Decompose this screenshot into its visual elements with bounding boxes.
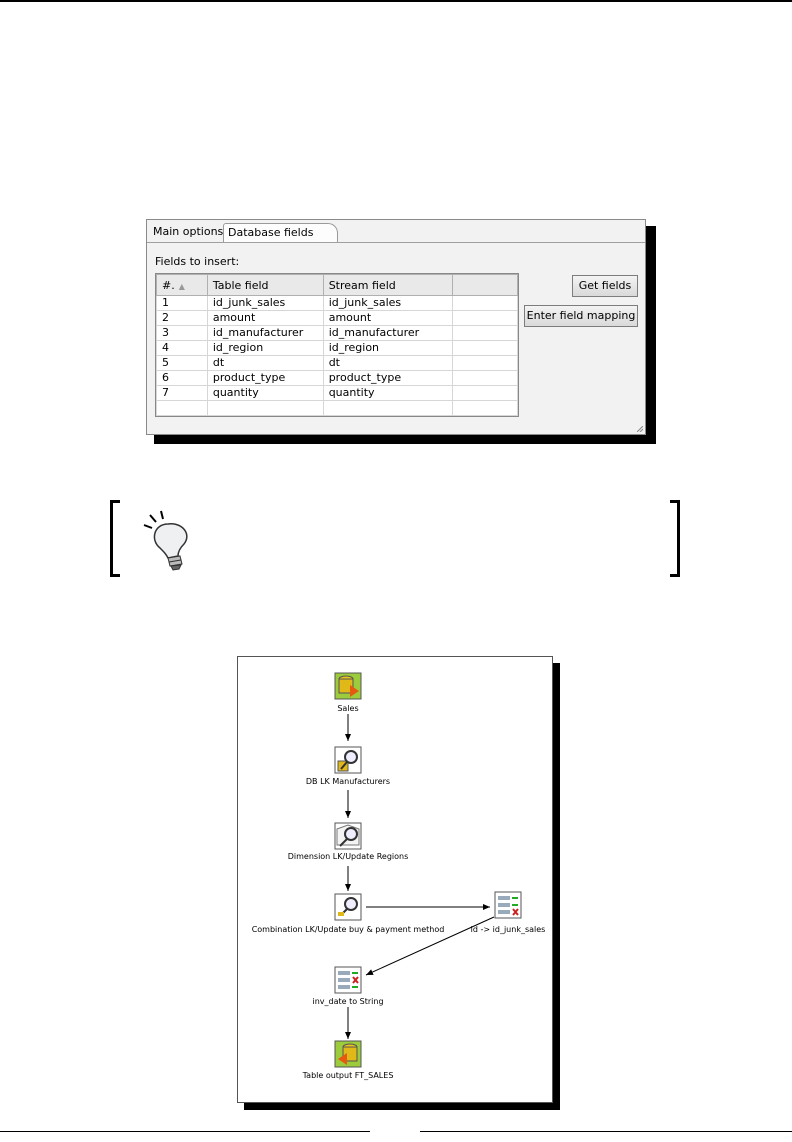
grid-cell-empty[interactable]	[453, 296, 518, 311]
table-row-empty[interactable]	[157, 401, 518, 416]
grid-cell-empty[interactable]	[453, 341, 518, 356]
grid-cell-empty[interactable]	[453, 356, 518, 371]
grid-cell-table[interactable]: quantity	[207, 386, 323, 401]
db-lookup-icon[interactable]	[335, 747, 361, 773]
grid-cell-stream[interactable]: id_manufacturer	[323, 326, 453, 341]
table-input-icon[interactable]	[335, 673, 361, 699]
grid-cell-table[interactable]: id_junk_sales	[207, 296, 323, 311]
get-fields-button[interactable]: Get fields	[572, 275, 638, 297]
grid-cell-empty[interactable]	[207, 401, 323, 416]
grid-cell-table[interactable]: amount	[207, 311, 323, 326]
step-label-dim-lk: Dimension LK/Update Regions	[287, 852, 409, 861]
tab-database-fields[interactable]: Database fields	[223, 223, 338, 242]
step-label-db-lk: DB LK Manufacturers	[305, 777, 391, 786]
col-header-empty[interactable]	[453, 275, 518, 296]
step-label-sales: Sales	[337, 704, 359, 713]
page-top-rule	[0, 0, 792, 2]
grid-cell-n[interactable]: 6	[157, 371, 208, 386]
grid-cell-empty[interactable]	[453, 326, 518, 341]
grid-cell-empty[interactable]	[157, 401, 208, 416]
table-output-icon[interactable]	[335, 1041, 361, 1067]
table-row[interactable]	[157, 326, 518, 341]
table-row[interactable]	[157, 296, 518, 311]
grid-cell-empty[interactable]	[453, 371, 518, 386]
fields-to-insert-label: Fields to insert:	[155, 255, 240, 268]
grid-cell-stream[interactable]: id_region	[323, 341, 453, 356]
page-bottom-rule-right	[420, 1131, 792, 1132]
grid-cell-empty[interactable]	[453, 386, 518, 401]
tab-main-options[interactable]: Main options	[153, 225, 224, 238]
step-label-inv-date: inv_date to String	[312, 997, 384, 1006]
table-row[interactable]	[157, 341, 518, 356]
grid-cell-n[interactable]: 3	[157, 326, 208, 341]
lightbulb-icon	[140, 510, 204, 572]
grid-cell-table[interactable]: product_type	[207, 371, 323, 386]
step-label-table-out: Table output FT_SALES	[302, 1071, 394, 1080]
col-header-stream-field[interactable]: Stream field	[323, 275, 453, 296]
grid-cell-empty[interactable]	[453, 401, 518, 416]
grid-cell-table[interactable]: id_region	[207, 341, 323, 356]
diagram-canvas	[238, 657, 554, 1104]
grid-header-row	[157, 275, 518, 296]
tip-bracket-right	[670, 500, 680, 577]
dimension-lookup-icon[interactable]	[335, 823, 361, 849]
tab-bar	[147, 220, 645, 243]
grid-cell-stream[interactable]: product_type	[323, 371, 453, 386]
col-number-label: #.	[162, 278, 175, 292]
transformation-diagram	[237, 656, 553, 1103]
tip-bracket-left	[110, 500, 120, 577]
table-output-dialog	[146, 219, 646, 435]
combination-lookup-icon[interactable]	[335, 894, 361, 920]
grid-cell-table[interactable]: dt	[207, 356, 323, 371]
table-row[interactable]	[157, 356, 518, 371]
select-values-icon[interactable]	[495, 892, 521, 918]
step-label-comb-lk: Combination LK/Update buy & payment method	[251, 925, 445, 934]
col-header-number[interactable]	[157, 275, 208, 296]
fields-grid[interactable]	[155, 273, 519, 417]
select-values-icon[interactable]	[335, 967, 361, 993]
table-row[interactable]	[157, 386, 518, 401]
grid-cell-stream[interactable]: dt	[323, 356, 453, 371]
grid-cell-n[interactable]: 1	[157, 296, 208, 311]
resize-grip-icon[interactable]	[637, 426, 643, 432]
step-label-id-junk: id -> id_junk_sales	[470, 925, 546, 934]
grid-cell-stream[interactable]: amount	[323, 311, 453, 326]
page-bottom-rule-left	[0, 1131, 370, 1132]
grid-cell-table[interactable]: id_manufacturer	[207, 326, 323, 341]
grid-cell-stream[interactable]: quantity	[323, 386, 453, 401]
grid-cell-n[interactable]: 4	[157, 341, 208, 356]
grid-cell-n[interactable]: 2	[157, 311, 208, 326]
enter-field-mapping-button[interactable]: Enter field mapping	[524, 305, 638, 327]
sort-up-icon: ▲	[178, 281, 185, 291]
table-row[interactable]	[157, 371, 518, 386]
table-row[interactable]	[157, 311, 518, 326]
grid-cell-empty[interactable]	[323, 401, 453, 416]
col-header-table-field[interactable]: Table field	[207, 275, 323, 296]
grid-cell-stream[interactable]: id_junk_sales	[323, 296, 453, 311]
grid-cell-empty[interactable]	[453, 311, 518, 326]
grid-cell-n[interactable]: 5	[157, 356, 208, 371]
grid-cell-n[interactable]: 7	[157, 386, 208, 401]
